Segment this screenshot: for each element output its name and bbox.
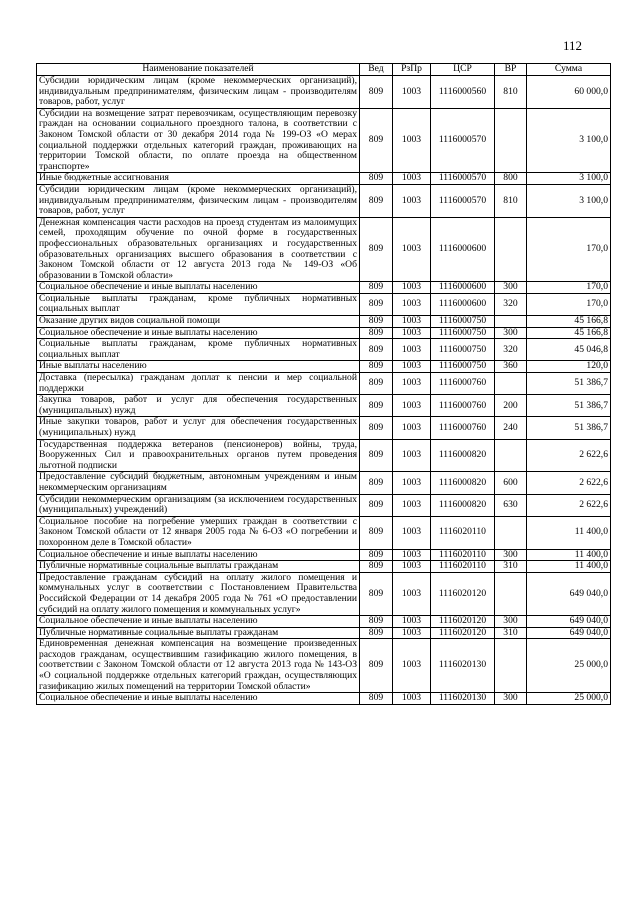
table-row: [37, 627, 611, 639]
cell-rzpr: 1003: [393, 173, 431, 185]
header-rzpr: РзПр: [393, 64, 431, 76]
table-row: [37, 173, 611, 185]
cell-csr: 1116020120: [431, 616, 495, 628]
cell-ved: 809: [360, 549, 393, 561]
cell-ved: 809: [360, 184, 393, 217]
cell-ved: 809: [360, 327, 393, 339]
cell-vr: 630: [495, 494, 527, 516]
budget-table: [36, 63, 611, 705]
cell-rzpr: 1003: [393, 516, 431, 549]
cell-ved: 809: [360, 76, 393, 109]
cell-name: Денежная компенсация части расходов на проезд студентам из малоимущих семей, проходящим обучение по очной форме в государственных профессиональных образовательных организациях и государственных образовательных организациях высшего образования в соответствии с Законом Томской области от 12 августа 2013 года № 149-ОЗ «Об образовании в Томской области»: [37, 217, 360, 282]
cell-sum: 11 400,0: [527, 516, 611, 549]
cell-name: Иные выплаты населению: [37, 361, 360, 373]
cell-ved: 809: [360, 693, 393, 705]
table-row: [37, 217, 611, 282]
cell-csr: 1116000570: [431, 108, 495, 173]
cell-sum: 2 622,6: [527, 494, 611, 516]
cell-vr: 320: [495, 339, 527, 361]
cell-vr: 310: [495, 561, 527, 573]
cell-csr: 1116000760: [431, 373, 495, 395]
cell-vr: 300: [495, 282, 527, 294]
table-row: [37, 561, 611, 573]
cell-name: Государственная поддержка ветеранов (пенсионеров) войны, труда, Вооруженных Сил и правоохранительных органов путем проведения льготной подписки: [37, 439, 360, 472]
cell-sum: 11 400,0: [527, 561, 611, 573]
cell-sum: 25 000,0: [527, 639, 611, 693]
table-row: [37, 395, 611, 417]
cell-sum: 2 622,6: [527, 439, 611, 472]
table-row: [37, 494, 611, 516]
cell-ved: 809: [360, 339, 393, 361]
cell-ved: 809: [360, 561, 393, 573]
cell-name: Единовременная денежная компенсация на возмещение произведенных расходов гражданам, осуществившим газификацию жилого помещения, в соответствии с Законом Томской области от 12 августа 2013 года № 143-ОЗ «О социальной поддержке отдельных категорий граждан, осуществляющих газификацию жилых помещений на территории Томской области»: [37, 639, 360, 693]
cell-sum: 649 040,0: [527, 616, 611, 628]
table-row: [37, 516, 611, 549]
cell-ved: 809: [360, 217, 393, 282]
cell-ved: 809: [360, 639, 393, 693]
cell-rzpr: 1003: [393, 373, 431, 395]
cell-rzpr: 1003: [393, 549, 431, 561]
table-row: [37, 184, 611, 217]
header-csr: ЦСР: [431, 64, 495, 76]
table-row: [37, 439, 611, 472]
cell-rzpr: 1003: [393, 639, 431, 693]
cell-csr: 1116000570: [431, 173, 495, 185]
cell-rzpr: 1003: [393, 339, 431, 361]
cell-csr: 1116000750: [431, 339, 495, 361]
cell-rzpr: 1003: [393, 472, 431, 494]
header-ved: Вед: [360, 64, 393, 76]
cell-vr: [495, 217, 527, 282]
cell-vr: [495, 108, 527, 173]
table-row: [37, 108, 611, 173]
cell-csr: 1116000820: [431, 472, 495, 494]
cell-csr: 1116000820: [431, 439, 495, 472]
cell-vr: 310: [495, 627, 527, 639]
cell-csr: 1116020110: [431, 549, 495, 561]
cell-ved: 809: [360, 616, 393, 628]
cell-name: Социальное обеспечение и иные выплаты населению: [37, 327, 360, 339]
cell-csr: 1116020120: [431, 627, 495, 639]
cell-name: Социальное обеспечение и иные выплаты населению: [37, 282, 360, 294]
cell-ved: 809: [360, 282, 393, 294]
cell-name: Социальные выплаты гражданам, кроме публичных нормативных социальных выплат: [37, 339, 360, 361]
cell-name: Субсидии на возмещение затрат перевозчикам, осуществляющим перевозку граждан на основании социального проездного талона, в соответствии с Законом Томской области от 30 декабря 2014 года № 199-ОЗ «О мерах социальной поддержки отдельных категорий граждан, проживающих на территории Томской области, по оплате проезда на общественном транспорте»: [37, 108, 360, 173]
cell-sum: 3 100,0: [527, 108, 611, 173]
cell-rzpr: 1003: [393, 361, 431, 373]
cell-rzpr: 1003: [393, 184, 431, 217]
cell-ved: 809: [360, 417, 393, 439]
cell-vr: 300: [495, 693, 527, 705]
cell-ved: 809: [360, 572, 393, 615]
cell-name: Иные бюджетные ассигнования: [37, 173, 360, 185]
cell-name: Социальные выплаты гражданам, кроме публичных нормативных социальных выплат: [37, 293, 360, 315]
cell-csr: 1116000570: [431, 184, 495, 217]
table-row: [37, 693, 611, 705]
cell-name: Публичные нормативные социальные выплаты гражданам: [37, 627, 360, 639]
cell-name: Социальное обеспечение и иные выплаты населению: [37, 549, 360, 561]
cell-sum: 3 100,0: [527, 184, 611, 217]
cell-ved: 809: [360, 395, 393, 417]
cell-ved: 809: [360, 361, 393, 373]
table-row: [37, 639, 611, 693]
cell-name: Субсидии юридическим лицам (кроме некоммерческих организаций), индивидуальным предпринимателям, физическим лицам - производителям товаров, работ, услуг: [37, 76, 360, 109]
table-row: [37, 472, 611, 494]
cell-sum: 649 040,0: [527, 572, 611, 615]
header-name: Наименование показателей: [37, 64, 360, 76]
cell-rzpr: 1003: [393, 316, 431, 328]
table-row: [37, 616, 611, 628]
table-row: [37, 316, 611, 328]
cell-vr: [495, 316, 527, 328]
cell-sum: 3 100,0: [527, 173, 611, 185]
cell-ved: 809: [360, 627, 393, 639]
cell-rzpr: 1003: [393, 282, 431, 294]
cell-rzpr: 1003: [393, 217, 431, 282]
cell-rzpr: 1003: [393, 693, 431, 705]
cell-csr: 1116000560: [431, 76, 495, 109]
cell-rzpr: 1003: [393, 616, 431, 628]
table-row: [37, 417, 611, 439]
cell-name: Публичные нормативные социальные выплаты гражданам: [37, 561, 360, 573]
cell-vr: 360: [495, 361, 527, 373]
cell-sum: 170,0: [527, 217, 611, 282]
cell-vr: 320: [495, 293, 527, 315]
cell-sum: 2 622,6: [527, 472, 611, 494]
table-row: [37, 76, 611, 109]
cell-ved: 809: [360, 472, 393, 494]
cell-rzpr: 1003: [393, 76, 431, 109]
cell-sum: 25 000,0: [527, 693, 611, 705]
table-row: [37, 373, 611, 395]
cell-ved: 809: [360, 494, 393, 516]
cell-sum: 649 040,0: [527, 627, 611, 639]
header-vr: ВР: [495, 64, 527, 76]
cell-csr: 1116000750: [431, 327, 495, 339]
cell-sum: 51 386,7: [527, 395, 611, 417]
table-row: [37, 339, 611, 361]
cell-name: Иные закупки товаров, работ и услуг для обеспечения государственных (муниципальных) нужд: [37, 417, 360, 439]
table-row: [37, 572, 611, 615]
cell-vr: [495, 639, 527, 693]
table-row: [37, 361, 611, 373]
table-row: [37, 327, 611, 339]
cell-rzpr: 1003: [393, 327, 431, 339]
cell-csr: 1116000760: [431, 395, 495, 417]
table-row: [37, 293, 611, 315]
header-sum: Сумма: [527, 64, 611, 76]
cell-ved: 809: [360, 293, 393, 315]
cell-csr: 1116000600: [431, 282, 495, 294]
cell-rzpr: 1003: [393, 572, 431, 615]
cell-csr: 1116000600: [431, 217, 495, 282]
cell-name: Предоставление гражданам субсидий на оплату жилого помещения и коммунальных услуг в соответствии с Постановлением Правительства Российской Федерации от 14 декабря 2005 года № 761 «О предоставлении субсидий на оплату жилого помещения и коммунальных услуг»: [37, 572, 360, 615]
cell-csr: 1116020110: [431, 561, 495, 573]
cell-sum: 45 166,8: [527, 316, 611, 328]
cell-sum: 170,0: [527, 282, 611, 294]
cell-csr: 1116020110: [431, 516, 495, 549]
cell-ved: 809: [360, 108, 393, 173]
cell-ved: 809: [360, 173, 393, 185]
cell-vr: 300: [495, 616, 527, 628]
cell-csr: 1116000760: [431, 417, 495, 439]
cell-sum: 45 166,8: [527, 327, 611, 339]
cell-sum: 120,0: [527, 361, 611, 373]
cell-name: Субсидии юридическим лицам (кроме некоммерческих организаций), индивидуальным предпринимателям, физическим лицам - производителям товаров, работ, услуг: [37, 184, 360, 217]
cell-rzpr: 1003: [393, 439, 431, 472]
cell-sum: 60 000,0: [527, 76, 611, 109]
table-row: [37, 282, 611, 294]
table-row: [37, 549, 611, 561]
cell-rzpr: 1003: [393, 561, 431, 573]
cell-rzpr: 1003: [393, 627, 431, 639]
table-header-row: [37, 64, 611, 76]
cell-vr: [495, 373, 527, 395]
cell-vr: 300: [495, 549, 527, 561]
cell-ved: 809: [360, 516, 393, 549]
cell-rzpr: 1003: [393, 417, 431, 439]
cell-name: Закупка товаров, работ и услуг для обеспечения государственных (муниципальных) нужд: [37, 395, 360, 417]
cell-ved: 809: [360, 373, 393, 395]
cell-sum: 11 400,0: [527, 549, 611, 561]
cell-vr: 300: [495, 327, 527, 339]
cell-csr: 1116000750: [431, 316, 495, 328]
cell-vr: 800: [495, 173, 527, 185]
cell-vr: 240: [495, 417, 527, 439]
cell-csr: 1116020130: [431, 693, 495, 705]
cell-vr: [495, 516, 527, 549]
cell-ved: 809: [360, 316, 393, 328]
cell-rzpr: 1003: [393, 108, 431, 173]
cell-rzpr: 1003: [393, 293, 431, 315]
cell-csr: 1116000750: [431, 361, 495, 373]
cell-vr: [495, 439, 527, 472]
cell-csr: 1116020130: [431, 639, 495, 693]
page-number: 112: [562, 38, 582, 53]
cell-sum: 51 386,7: [527, 373, 611, 395]
cell-name: Социальное пособие на погребение умерших граждан в соответствии с Законом Томской области от 12 января 2005 года № 6-ОЗ «О погребении и похоронном деле в Томской области»: [37, 516, 360, 549]
cell-sum: 45 046,8: [527, 339, 611, 361]
cell-vr: 810: [495, 184, 527, 217]
cell-vr: 810: [495, 76, 527, 109]
cell-vr: 600: [495, 472, 527, 494]
cell-name: Доставка (пересылка) гражданам доплат к пенсии и мер социальной поддержки: [37, 373, 360, 395]
cell-name: Социальное обеспечение и иные выплаты населению: [37, 616, 360, 628]
cell-sum: 170,0: [527, 293, 611, 315]
cell-name: Предоставление субсидий бюджетным, автономным учреждениям и иным некоммерческим организациям: [37, 472, 360, 494]
cell-sum: 51 386,7: [527, 417, 611, 439]
cell-ved: 809: [360, 439, 393, 472]
cell-vr: [495, 572, 527, 615]
cell-name: Субсидии некоммерческим организациям (за исключением государственных (муниципальных) учреждений): [37, 494, 360, 516]
cell-csr: 1116020120: [431, 572, 495, 615]
cell-name: Социальное обеспечение и иные выплаты населению: [37, 693, 360, 705]
cell-csr: 1116000820: [431, 494, 495, 516]
cell-rzpr: 1003: [393, 494, 431, 516]
cell-name: Оказание других видов социальной помощи: [37, 316, 360, 328]
table-body: [37, 76, 611, 705]
cell-vr: 200: [495, 395, 527, 417]
cell-csr: 1116000600: [431, 293, 495, 315]
cell-rzpr: 1003: [393, 395, 431, 417]
